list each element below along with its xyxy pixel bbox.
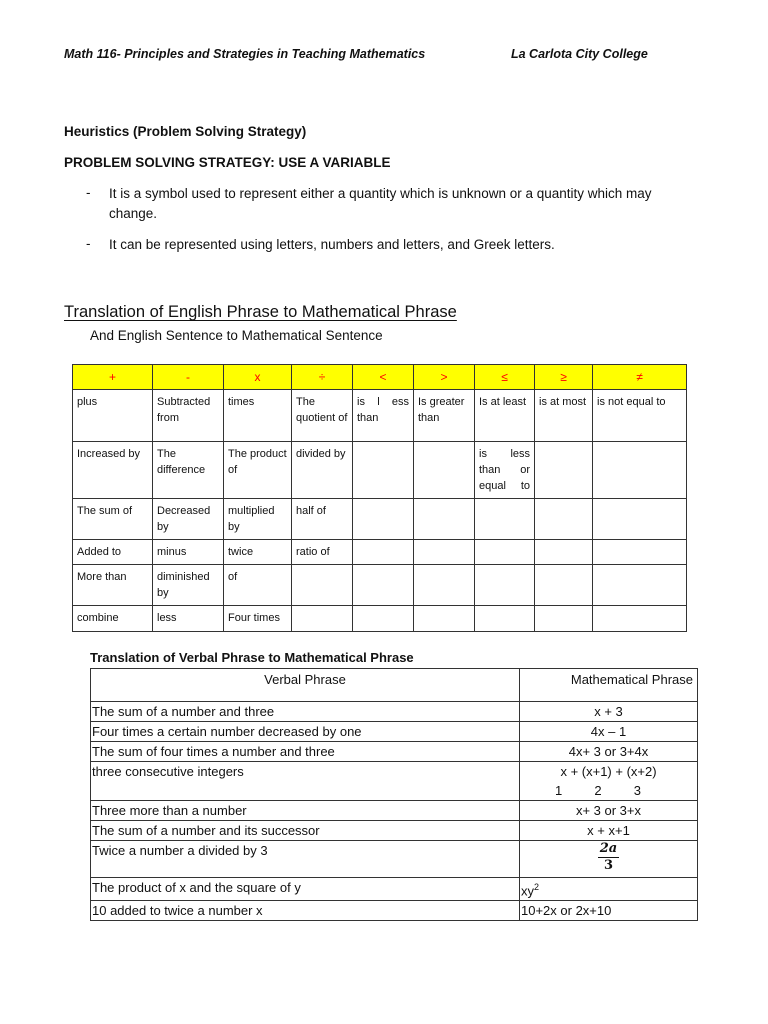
table-cell — [292, 606, 353, 632]
verbal-cell: The sum of four times a number and three — [91, 742, 520, 762]
table-cell: half of — [292, 499, 353, 540]
symbol-cell: > — [414, 365, 475, 390]
table-cell — [593, 442, 687, 499]
table-cell: of — [224, 565, 292, 606]
symbol-cell: ≤ — [475, 365, 535, 390]
symbol-table — [72, 364, 687, 632]
verbal-table — [90, 668, 698, 921]
table-cell — [593, 499, 687, 540]
math-cell: x + 3 — [520, 702, 698, 722]
math-cell: 10+2x or 2x+10 — [520, 901, 698, 921]
math-base: xy — [521, 883, 534, 899]
table-row — [91, 762, 698, 801]
math-expression: x + (x+1) + (x+2) — [560, 764, 657, 779]
table-cell: multiplied by — [224, 499, 292, 540]
table-cell — [535, 606, 593, 632]
table-row — [73, 390, 687, 442]
table-cell: less — [153, 606, 224, 632]
table-cell: Subtracted from — [153, 390, 224, 442]
symbol-cell: + — [73, 365, 153, 390]
heuristics-title: Heuristics (Problem Solving Strategy) — [64, 124, 307, 139]
symbol-cell: < — [353, 365, 414, 390]
table-cell: is l ess than — [353, 390, 414, 442]
table-cell — [475, 540, 535, 565]
table-cell — [593, 565, 687, 606]
table-row — [91, 801, 698, 821]
table-cell: diminished by — [153, 565, 224, 606]
verbal-cell: The product of x and the square of y — [91, 878, 520, 901]
table-cell — [353, 442, 414, 499]
table-cell — [414, 540, 475, 565]
table-cell: times — [224, 390, 292, 442]
math-cell: x+ 3 or 3+x — [520, 801, 698, 821]
table-cell — [353, 606, 414, 632]
table-cell — [475, 565, 535, 606]
index-label: 2 — [594, 783, 602, 798]
table-cell — [475, 499, 535, 540]
verbal-cell: 10 added to twice a number x — [91, 901, 520, 921]
table-cell — [353, 565, 414, 606]
table-cell — [535, 442, 593, 499]
math-exponent: 2 — [534, 882, 540, 892]
strategy-title: PROBLEM SOLVING STRATEGY: USE A VARIABLE — [64, 155, 391, 170]
integer-index-labels — [555, 781, 641, 800]
translation-subtitle: And English Sentence to Mathematical Sentence — [90, 328, 383, 343]
verbal-cell: The sum of a number and its successor — [91, 821, 520, 841]
table-cell: minus — [153, 540, 224, 565]
bullet-marker: - — [86, 185, 91, 200]
table-row — [73, 606, 687, 632]
fraction-numerator: 2a — [599, 841, 618, 856]
math-cell: x + x+1 — [520, 821, 698, 841]
math-cell — [520, 762, 698, 801]
table-cell: The difference — [153, 442, 224, 499]
fraction — [598, 841, 619, 874]
symbol-cell: - — [153, 365, 224, 390]
table-cell — [414, 442, 475, 499]
table-cell: The sum of — [73, 499, 153, 540]
verbal-cell: The sum of a number and three — [91, 702, 520, 722]
column-header: Verbal Phrase — [91, 669, 520, 702]
bullet-text-1: It is a symbol used to represent either a quantity which is unknown or a quantity which may change. — [109, 186, 652, 221]
table-row — [91, 901, 698, 921]
math-cell — [520, 878, 698, 901]
table-cell — [593, 540, 687, 565]
table-cell: Added to — [73, 540, 153, 565]
table-row — [91, 841, 698, 878]
table-row — [73, 540, 687, 565]
verbal-cell: Four times a certain number decreased by one — [91, 722, 520, 742]
table-row — [91, 878, 698, 901]
table-cell: The quotient of — [292, 390, 353, 442]
table-cell: Increased by — [73, 442, 153, 499]
table-row — [73, 499, 687, 540]
index-label: 3 — [633, 783, 641, 798]
table-cell: ratio of — [292, 540, 353, 565]
translation-title: Translation of English Phrase to Mathematical Phrase — [64, 303, 457, 321]
table-cell: The product of — [224, 442, 292, 499]
table-cell: plus — [73, 390, 153, 442]
school-name: La Carlota City College — [511, 47, 648, 61]
fraction-denominator: 3 — [603, 858, 614, 873]
symbol-cell: ≥ — [535, 365, 593, 390]
table-cell — [475, 606, 535, 632]
math-cell — [520, 841, 698, 878]
table-cell: is not equal to — [593, 390, 687, 442]
symbol-header-row — [73, 365, 687, 390]
table-cell: is less than or equal to — [475, 442, 535, 499]
table-cell: Is greater than — [414, 390, 475, 442]
table-cell — [414, 499, 475, 540]
table-row — [91, 722, 698, 742]
index-label: 1 — [555, 783, 563, 798]
symbol-cell: ÷ — [292, 365, 353, 390]
table-cell: Four times — [224, 606, 292, 632]
symbol-cell: ≠ — [593, 365, 687, 390]
table-cell — [535, 565, 593, 606]
table-cell: More than — [73, 565, 153, 606]
bullet-marker: - — [86, 236, 91, 251]
table-cell: twice — [224, 540, 292, 565]
table-cell — [353, 540, 414, 565]
verbal-cell: three consecutive integers — [91, 762, 520, 801]
table-cell — [292, 565, 353, 606]
verbal-cell: Three more than a number — [91, 801, 520, 821]
table-cell: Is at least — [475, 390, 535, 442]
table-cell — [535, 499, 593, 540]
verbal-table-title: Translation of Verbal Phrase to Mathematical Phrase — [90, 650, 414, 665]
table-cell — [414, 606, 475, 632]
table-row — [73, 442, 687, 499]
course-title: Math 116- Principles and Strategies in Teaching Mathematics — [64, 47, 426, 61]
math-cell: 4x – 1 — [520, 722, 698, 742]
table-cell: is at most — [535, 390, 593, 442]
math-cell: 4x+ 3 or 3+4x — [520, 742, 698, 762]
table-cell — [593, 606, 687, 632]
table-cell: Decreased by — [153, 499, 224, 540]
verbal-cell: Twice a number a divided by 3 — [91, 841, 520, 878]
bullet-text-2: It can be represented using letters, numbers and letters, and Greek letters. — [109, 237, 555, 252]
column-header: Mathematical Phrase — [520, 669, 698, 702]
table-cell — [414, 565, 475, 606]
symbol-cell: x — [224, 365, 292, 390]
table-row — [91, 742, 698, 762]
table-cell — [535, 540, 593, 565]
table-row — [91, 702, 698, 722]
table-cell — [353, 499, 414, 540]
verbal-table-header — [91, 669, 698, 702]
table-cell: combine — [73, 606, 153, 632]
table-row — [73, 565, 687, 606]
table-cell: divided by — [292, 442, 353, 499]
table-row — [91, 821, 698, 841]
